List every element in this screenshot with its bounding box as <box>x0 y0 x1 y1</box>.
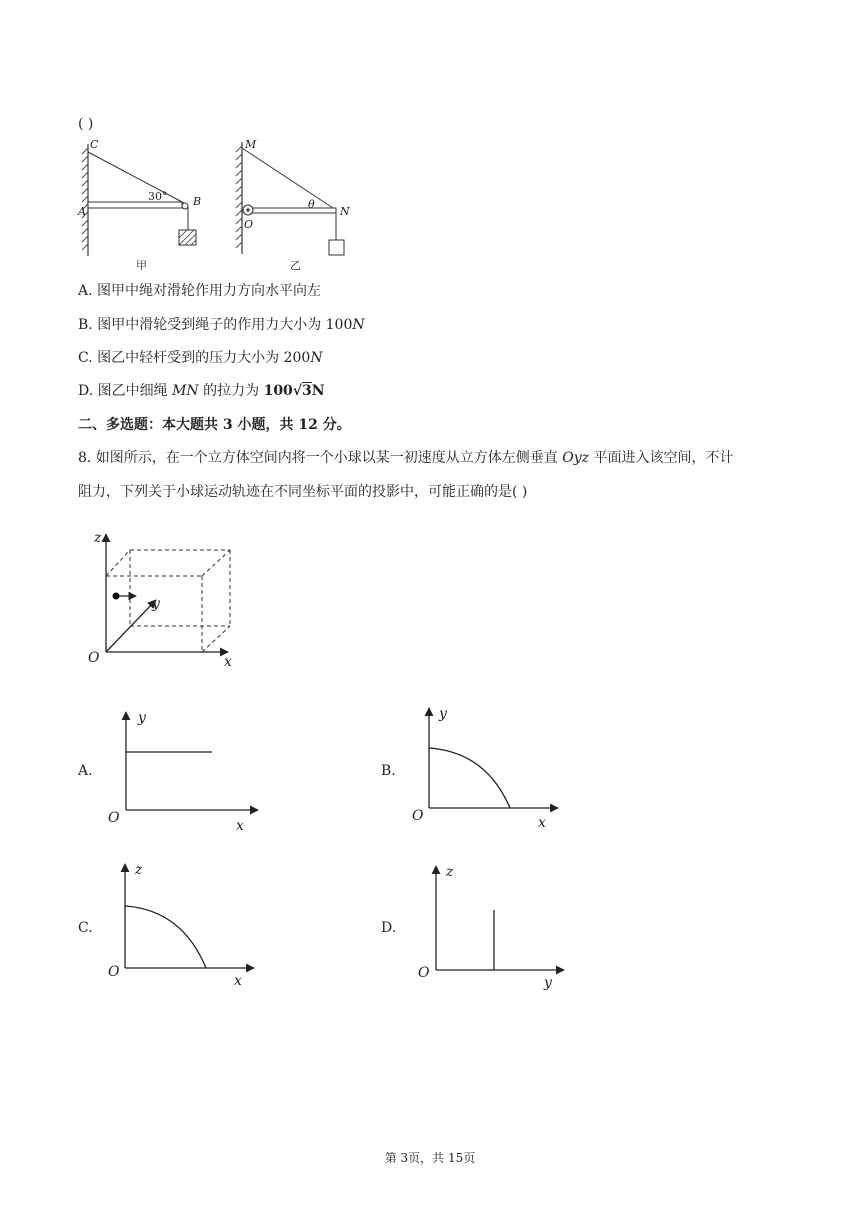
choice-C-origin: O <box>108 964 120 980</box>
label-M: M <box>245 138 257 151</box>
cube-axis-z: z <box>94 530 102 546</box>
choice-B-label: B. <box>381 763 396 779</box>
label-N: N <box>340 205 350 218</box>
caption-yi: 乙 <box>290 259 301 272</box>
choice-A-origin: O <box>108 810 120 826</box>
q8-line1: 8. 如图所示，在一个立方体空间内将一个小球以某一初速度从立方体左侧垂直 Oyz 平面进入该空间，不计 <box>78 450 734 466</box>
option-7D: D. 图乙中细绳 MN 的拉力为 100√3N <box>78 383 325 399</box>
label-C: C <box>90 138 99 151</box>
cube-axis-x: x <box>224 654 232 670</box>
choice-D-label: D. <box>381 920 397 936</box>
choice-D-axis-h: y <box>544 975 552 991</box>
option-7C: C. 图乙中轻杆受到的压力大小为 200N <box>78 350 323 366</box>
choice-B-graph <box>412 702 572 834</box>
cube-figure <box>84 528 244 670</box>
cube-axis-y: y <box>152 596 160 612</box>
label-angle-30: 30° <box>148 190 168 203</box>
figure-jia <box>76 138 206 270</box>
choice-B-axis-h: x <box>538 815 546 831</box>
choice-D-axis-v: z <box>446 864 454 880</box>
choice-C-axis-h: x <box>234 973 242 989</box>
choice-B-axis-v: y <box>439 706 447 722</box>
choice-A-label: A. <box>78 763 93 779</box>
choice-D-graph <box>416 860 576 992</box>
choice-C-axis-v: z <box>135 862 143 878</box>
q8-line2: 阻力，下列关于小球运动轨迹在不同坐标平面的投影中，可能正确的是( ) <box>78 484 528 500</box>
answer-paren: ( ) <box>78 116 94 132</box>
choice-C-graph <box>108 858 268 990</box>
option-7B: B. 图甲中滑轮受到绳子的作用力大小为 100N <box>78 317 365 333</box>
choice-B-origin: O <box>412 808 424 824</box>
figure-yi <box>232 138 362 270</box>
label-B: B <box>193 195 202 208</box>
section-title: 二、多选题：本大题共 3 小题，共 12 分。 <box>78 417 351 433</box>
page-footer: 第 3页，共 15页 <box>384 1151 476 1165</box>
choice-A-axis-v: y <box>138 710 146 726</box>
choice-A-graph <box>108 706 268 836</box>
choice-D-origin: O <box>418 965 430 981</box>
choice-A-axis-h: x <box>236 818 244 834</box>
option-7A: A. 图甲中绳对滑轮作用力方向水平向左 <box>78 283 322 299</box>
choice-C-label: C. <box>78 920 93 936</box>
label-O: O <box>244 218 254 231</box>
sqrt-symbol: √ <box>292 383 303 399</box>
label-A: A <box>78 205 86 218</box>
caption-jia: 甲 <box>136 259 147 272</box>
label-theta: θ <box>308 198 315 211</box>
cube-origin: O <box>88 650 100 666</box>
